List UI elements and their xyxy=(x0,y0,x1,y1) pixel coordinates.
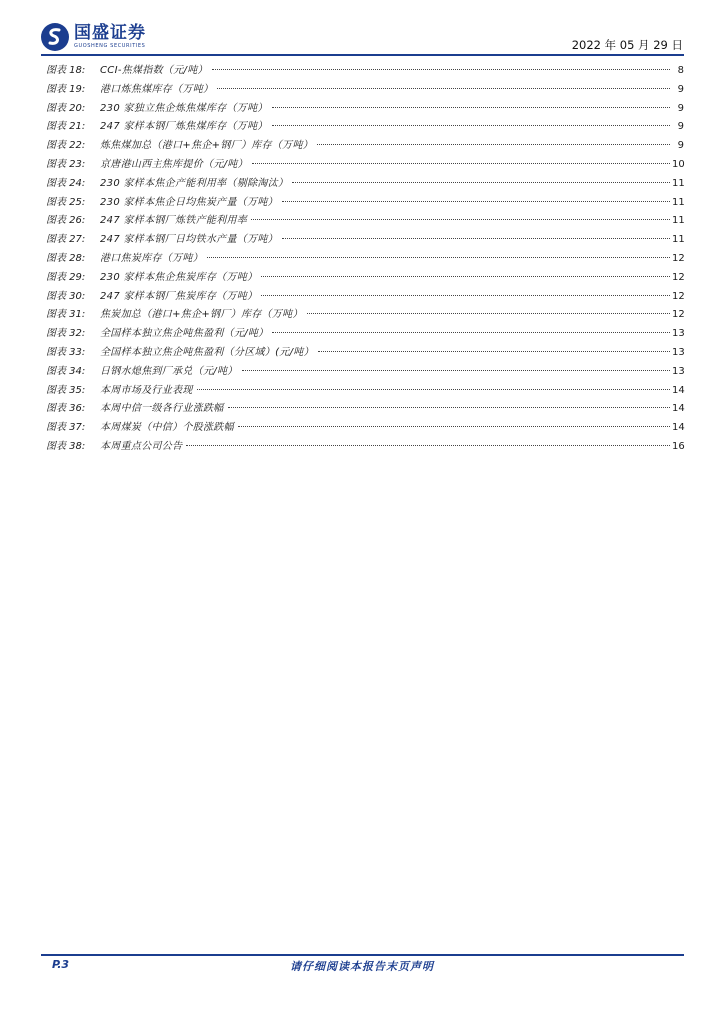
toc-entry-page: 13 xyxy=(672,346,685,358)
toc-entry-number: 图表 24: xyxy=(46,177,86,189)
toc-entry-title: 日钢水熄焦到厂承兑（元/吨） xyxy=(100,365,238,377)
toc-entry-number: 图表 34: xyxy=(46,365,86,377)
toc-dot-leader xyxy=(317,144,670,145)
toc-dot-leader xyxy=(282,238,670,239)
toc-dot-leader xyxy=(261,276,670,277)
toc-entry-number: 图表 25: xyxy=(46,196,86,208)
logo-cn-text: 国盛证券 xyxy=(74,23,146,43)
page-header xyxy=(0,0,724,58)
toc-entry-title: 247 家样本钢厂日均铁水产量（万吨） xyxy=(100,234,278,246)
toc-entry-title: 230 家样本焦企焦炭库存（万吨） xyxy=(100,271,258,283)
toc-entry-page: 12 xyxy=(672,252,685,264)
toc-entry-title: 247 家样本钢厂炼铁产能利用率 xyxy=(100,215,248,227)
toc-dot-leader xyxy=(207,257,670,258)
toc-entry-title: 全国样本独立焦企吨焦盈利（元/吨） xyxy=(100,328,269,340)
toc-entry-number: 图表 38: xyxy=(46,440,86,452)
disclaimer-note: 请仔细阅读本报告末页声明 xyxy=(290,960,434,973)
toc-dot-leader xyxy=(228,407,670,408)
toc-entry-title: 本周中信一级各行业涨跌幅 xyxy=(100,403,224,415)
toc-entry[interactable] xyxy=(46,382,684,401)
toc-entry-title: 焦炭加总（港口+焦企+钢厂）库存（万吨） xyxy=(100,309,303,321)
toc-entry-page: 9 xyxy=(677,102,684,114)
toc-dot-leader xyxy=(212,69,670,70)
toc-entry-number: 图表 33: xyxy=(46,346,86,358)
toc-entry-page: 11 xyxy=(672,177,685,189)
toc-entry-page: 13 xyxy=(672,328,685,340)
toc-dot-leader xyxy=(272,125,670,126)
toc-entry[interactable] xyxy=(46,62,684,81)
toc-entry[interactable] xyxy=(46,363,684,382)
toc-dot-leader xyxy=(318,351,670,352)
toc-entry-number: 图表 31: xyxy=(46,309,86,321)
toc-dot-leader xyxy=(272,332,670,333)
toc-entry-title: 230 家样本焦企产能利用率（剔除淘汰） xyxy=(100,177,289,189)
toc-entry-title: 247 家样本钢厂炼焦煤库存（万吨） xyxy=(100,121,268,133)
toc-dot-leader xyxy=(261,295,670,296)
toc-entry[interactable] xyxy=(46,269,684,288)
toc-entry-number: 图表 22: xyxy=(46,140,86,152)
report-date: 2022 年 05 月 29 日 xyxy=(571,38,683,52)
toc-entry[interactable] xyxy=(46,325,684,344)
toc-entry[interactable] xyxy=(46,288,684,307)
toc-entry-title: 247 家样本钢厂焦炭库存（万吨） xyxy=(100,290,258,302)
toc-entry[interactable] xyxy=(46,212,684,231)
toc-entry-title: 本周煤炭（中信）个股涨跌幅 xyxy=(100,422,234,434)
page-number: P.3 xyxy=(52,958,70,971)
toc-entry[interactable] xyxy=(46,118,684,137)
toc-entry[interactable] xyxy=(46,344,684,363)
toc-entry-page: 14 xyxy=(672,422,685,434)
toc-dot-leader xyxy=(242,370,670,371)
toc-entry[interactable] xyxy=(46,438,684,457)
toc-entry-title: 全国样本独立焦企吨焦盈利（分区域）(元/吨） xyxy=(100,346,314,358)
toc-entry-number: 图表 37: xyxy=(46,422,86,434)
toc-entry-number: 图表 19: xyxy=(46,83,86,95)
toc-entry-page: 13 xyxy=(672,365,685,377)
toc-entry[interactable] xyxy=(46,194,684,213)
toc-dot-leader xyxy=(186,445,670,446)
toc-entry-page: 14 xyxy=(672,384,685,396)
toc-entry-page: 12 xyxy=(672,309,685,321)
toc-entry[interactable] xyxy=(46,100,684,119)
toc-entry-number: 图表 21: xyxy=(46,121,86,133)
guosheng-logo-icon xyxy=(40,22,70,52)
toc-entry-page: 12 xyxy=(672,290,685,302)
toc-dot-leader xyxy=(292,182,670,183)
toc-entry[interactable] xyxy=(46,81,684,100)
figure-table-of-contents xyxy=(46,62,684,457)
toc-entry-number: 图表 35: xyxy=(46,384,86,396)
toc-entry-title: 炼焦煤加总（港口+焦企+钢厂）库存（万吨） xyxy=(100,140,314,152)
toc-entry-page: 12 xyxy=(672,271,685,283)
toc-entry-page: 11 xyxy=(672,215,685,227)
toc-dot-leader xyxy=(217,88,670,89)
toc-entry[interactable] xyxy=(46,419,684,438)
header-divider xyxy=(41,54,684,56)
company-logo xyxy=(40,22,146,52)
toc-entry-title: 本周市场及行业表现 xyxy=(100,384,193,396)
toc-entry-page: 14 xyxy=(672,403,685,415)
toc-entry-page: 11 xyxy=(672,196,685,208)
toc-dot-leader xyxy=(251,219,670,220)
toc-dot-leader xyxy=(252,163,670,164)
toc-entry-number: 图表 23: xyxy=(46,158,86,170)
toc-entry-page: 11 xyxy=(672,234,685,246)
toc-entry-title: CCI-焦煤指数（元/吨） xyxy=(100,65,208,76)
toc-entry[interactable] xyxy=(46,137,684,156)
toc-entry-number: 图表 18: xyxy=(46,65,86,76)
toc-dot-leader xyxy=(197,389,670,390)
toc-dot-leader xyxy=(282,201,670,202)
toc-dot-leader xyxy=(238,426,670,427)
toc-dot-leader xyxy=(307,313,670,314)
toc-entry-number: 图表 27: xyxy=(46,234,86,246)
toc-entry-page: 9 xyxy=(677,83,684,95)
toc-entry-page: 9 xyxy=(677,140,684,152)
toc-entry-title: 港口焦炭库存（万吨） xyxy=(100,252,203,264)
toc-entry-number: 图表 26: xyxy=(46,215,86,227)
toc-entry[interactable] xyxy=(46,175,684,194)
toc-entry[interactable] xyxy=(46,231,684,250)
toc-entry[interactable] xyxy=(46,250,684,269)
toc-entry-number: 图表 29: xyxy=(46,271,86,283)
toc-dot-leader xyxy=(272,107,670,108)
toc-entry-number: 图表 20: xyxy=(46,102,86,114)
toc-entry-title: 230 家独立焦企炼焦煤库存（万吨） xyxy=(100,102,268,114)
toc-entry-number: 图表 30: xyxy=(46,290,86,302)
toc-entry-title: 港口炼焦煤库存（万吨） xyxy=(100,83,214,95)
toc-entry-page: 8 xyxy=(677,65,684,76)
toc-entry-number: 图表 32: xyxy=(46,328,86,340)
logo-en-text: GUOSHENG SECURITIES xyxy=(74,43,146,49)
toc-entry-title: 230 家样本焦企日均焦炭产量（万吨） xyxy=(100,196,278,208)
toc-entry[interactable] xyxy=(46,400,684,419)
toc-entry-number: 图表 28: xyxy=(46,252,86,264)
toc-entry[interactable] xyxy=(46,156,684,175)
toc-entry-page: 9 xyxy=(677,121,684,133)
toc-entry[interactable] xyxy=(46,306,684,325)
toc-entry-page: 16 xyxy=(672,440,685,452)
toc-entry-title: 京唐港山西主焦库提价（元/吨） xyxy=(100,158,248,170)
toc-entry-page: 10 xyxy=(672,158,685,170)
toc-entry-title: 本周重点公司公告 xyxy=(100,440,183,452)
footer-divider xyxy=(41,954,684,956)
toc-entry-number: 图表 36: xyxy=(46,403,86,415)
